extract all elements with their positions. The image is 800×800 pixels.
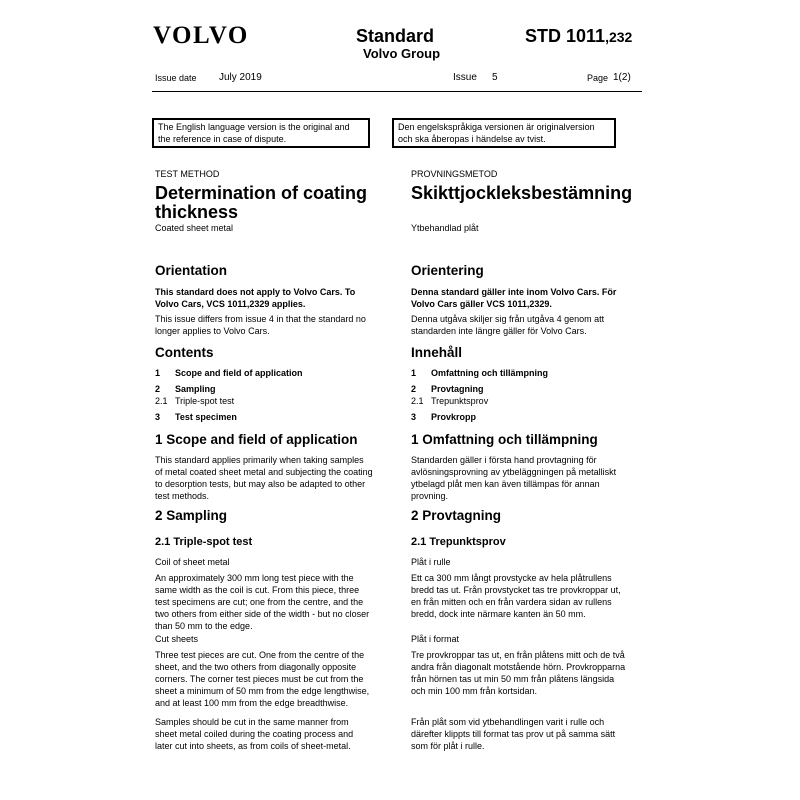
- text-line: same width as the coil is cut. From this piece, three: [155, 585, 360, 595]
- text-line: som för plåt i rulle.: [411, 741, 485, 751]
- method-label: TEST METHOD: [155, 169, 220, 179]
- volvo-logo: VOLVO: [153, 22, 249, 49]
- contents-heading: Contents: [155, 345, 214, 360]
- toc-item[interactable]: [411, 367, 646, 379]
- text-line: Volvo Cars, VCS 1011,2329 applies.: [155, 299, 306, 309]
- document-title-sv: Skikttjockleksbestämning: [411, 183, 633, 203]
- text-line: This standard applies primarily when taking samples: [155, 455, 364, 465]
- toc-number: 2: [411, 384, 417, 394]
- notice-box-en: [152, 118, 370, 148]
- text-line: than 50 mm to the edge.: [155, 621, 253, 631]
- document-subtitle: Coated sheet metal: [155, 223, 234, 233]
- header-rule: [152, 91, 642, 92]
- orientation-bold: [155, 286, 355, 310]
- toc-label: Triple-spot test: [175, 396, 235, 406]
- coil-label-sv: Plåt i rulle: [411, 557, 451, 567]
- text-line: This standard does not apply to Volvo Cars. To: [155, 287, 356, 297]
- issue-value: 5: [492, 72, 498, 83]
- scope-heading-sv: 1 Omfattning och tillämpning: [411, 432, 598, 447]
- cut-sheets-label: Cut sheets: [155, 634, 199, 644]
- toc-label: Trepunktsprov: [431, 396, 489, 406]
- text-line: Denna utgåva skiljer sig från utgåva 4 genom att: [411, 314, 605, 324]
- text-line: därefter klippts till format tas prov ut på samma sätt: [411, 729, 616, 739]
- notice-box-sv: [392, 118, 616, 148]
- cut-sheets-text-sv: [411, 649, 625, 697]
- notice-sv-line: och ska åberopas i händelse av tvist.: [398, 134, 546, 144]
- toc-item[interactable]: [155, 383, 390, 395]
- table-of-contents: [155, 367, 390, 423]
- text-line: sheet a minimum of 50 mm from the edge lengthwise,: [155, 686, 370, 696]
- text-line: Volvo Cars gäller VCS 1011,2329.: [411, 299, 552, 309]
- text-line: longer applies to Volvo Cars.: [155, 326, 270, 336]
- standard-number-main: STD 1011: [525, 26, 606, 46]
- notice-sv-line: Den engelskspråkiga versionen är originalversion: [398, 122, 595, 132]
- text-line: to desorption tests, but may also be adapted to other: [155, 479, 366, 489]
- triple-spot-heading-sv: 2.1 Trepunktsprov: [411, 536, 506, 548]
- samples-text-sv: [411, 716, 615, 752]
- toc-item[interactable]: [411, 383, 646, 395]
- scope-heading: 1 Scope and field of application: [155, 432, 358, 447]
- coil-text-sv: [411, 572, 621, 620]
- orientation-heading-sv: Orientering: [411, 263, 484, 278]
- text-line: sheet metal coiled during the coating process and: [155, 729, 354, 739]
- orientation-bold-sv: [411, 286, 616, 310]
- toc-label: Sampling: [175, 384, 216, 394]
- toc-number: 1: [155, 368, 161, 378]
- text-line: bredd, dock inte närmare kanten än 50 mm.: [411, 609, 586, 619]
- issue-date-value: July 2019: [219, 72, 262, 83]
- text-line: och min 100 mm från kortsidan.: [411, 686, 538, 696]
- text-line: andra från diagonalt motstående hörn. Provkropparna: [411, 662, 626, 672]
- toc-number: 3: [155, 412, 161, 422]
- contents-heading-sv: Innehåll: [411, 345, 463, 360]
- toc-item[interactable]: [411, 395, 646, 407]
- issue-date-label: Issue date: [155, 73, 197, 83]
- toc-number: 2: [155, 384, 161, 394]
- document-title-line: Determination of coating: [155, 183, 368, 203]
- text-line: Standarden gäller i första hand provtagning för: [411, 455, 597, 465]
- toc-item[interactable]: [155, 367, 390, 379]
- method-label-sv: PROVNINGSMETOD: [411, 169, 498, 179]
- text-line: sheet, and the two others from diagonally opposite: [155, 662, 357, 672]
- standard-number-suffix: ,232: [605, 29, 633, 45]
- scope-text: [155, 454, 373, 502]
- toc-label: Test specimen: [175, 412, 237, 422]
- text-line: An approximately 300 mm long test piece with the: [155, 573, 354, 583]
- triple-spot-heading: 2.1 Triple-spot test: [155, 536, 253, 548]
- text-line: of metal coated sheet metal and subjecting the coating: [155, 467, 373, 477]
- toc-label: Scope and field of application: [175, 368, 303, 378]
- toc-item[interactable]: [155, 411, 390, 423]
- notice-en-line: The English language version is the original and: [158, 122, 350, 132]
- text-line: Denna standard gäller inte inom Volvo Cars. För: [411, 287, 617, 297]
- document-title-line: thickness: [155, 202, 239, 222]
- issue-label: Issue: [453, 72, 477, 83]
- text-line: Samples should be cut in the same manner from: [155, 717, 349, 727]
- text-line: later cut into sheets, as from coils of sheet-metal.: [155, 741, 351, 751]
- text-line: two others from either side of the width - but no closer: [155, 609, 370, 619]
- toc-number: 3: [411, 412, 417, 422]
- orientation-heading: Orientation: [155, 263, 228, 278]
- samples-text: [155, 716, 353, 752]
- sampling-heading: 2 Sampling: [155, 508, 228, 523]
- text-line: Ett ca 300 mm långt provstycke av hela plåtrullens: [411, 573, 612, 583]
- standard-subtitle: Volvo Group: [363, 46, 441, 61]
- text-line: Tre provkroppar tas ut, en från plåtens mitt och de två: [411, 650, 625, 660]
- text-line: Three test pieces are cut. One from the centre of the: [155, 650, 365, 660]
- toc-label: Provkropp: [431, 412, 477, 422]
- text-line: bredd tas ut. Från provstycket tas tre provkroppar ut,: [411, 585, 621, 595]
- page-value: 1(2): [613, 72, 631, 83]
- cut-sheets-label-sv: Plåt i format: [411, 634, 460, 644]
- toc-label: Omfattning och tillämpning: [431, 368, 548, 378]
- text-line: standarden inte längre gäller för Volvo Cars.: [411, 326, 587, 336]
- toc-number: 1: [411, 368, 417, 378]
- text-line: en från mitten och en från vardera sidan av rullens: [411, 597, 612, 607]
- standard-number: [525, 26, 632, 47]
- toc-number: 2.1: [155, 396, 168, 406]
- text-line: från hörnen tas ut min 50 mm från plåtens längsida: [411, 674, 615, 684]
- text-line: Från plåt som vid ytbehandlingen varit i rulle och: [411, 717, 605, 727]
- orientation-text: [155, 313, 366, 337]
- text-line: test methods.: [155, 491, 210, 501]
- orientation-text-sv: [411, 313, 604, 337]
- text-line: avlösningsprovning av ytbeläggningen på metalliskt: [411, 467, 617, 477]
- standard-title: Standard: [356, 26, 435, 46]
- coil-label: Coil of sheet metal: [155, 557, 230, 567]
- text-line: provning.: [411, 491, 449, 501]
- toc-item[interactable]: [411, 411, 646, 423]
- sampling-heading-sv: 2 Provtagning: [411, 508, 502, 523]
- toc-label: Provtagning: [431, 384, 484, 394]
- toc-item[interactable]: [155, 395, 390, 407]
- document-subtitle-sv: Ytbehandlad plåt: [411, 223, 479, 233]
- text-line: test specimens are cut; one from the centre, and the: [155, 597, 364, 607]
- toc-number: 2.1: [411, 396, 424, 406]
- page-label: Page: [587, 73, 609, 83]
- cut-sheets-text: [155, 649, 369, 709]
- notice-en-line: the reference in case of dispute.: [158, 134, 287, 144]
- document-title: [155, 184, 367, 222]
- coil-text: [155, 572, 369, 632]
- text-line: corners. The corner test pieces must be cut from the: [155, 674, 364, 684]
- text-line: This issue differs from issue 4 in that the standard no: [155, 314, 366, 324]
- scope-text-sv: [411, 454, 616, 502]
- text-line: and at least 100 mm from the edge breadthwise.: [155, 698, 349, 708]
- text-line: ytbelagd plåt men kan även tillämpas för annan: [411, 479, 600, 489]
- table-of-contents-sv: [411, 367, 646, 423]
